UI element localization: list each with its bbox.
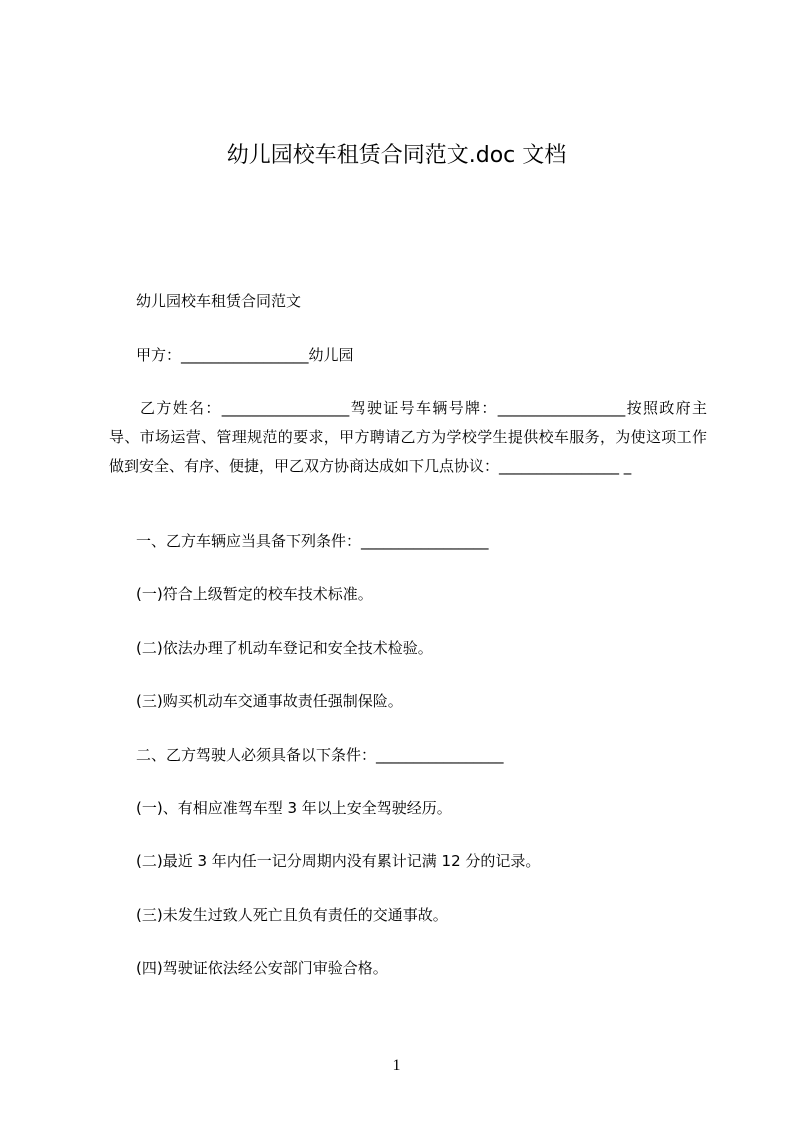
section-2-item-3: (三)未发生过致人死亡且负有责任的交通事故。 <box>136 906 448 924</box>
section-2-item-4: (四)驾驶证依法经公安部门审验合格。 <box>136 959 388 977</box>
page-number: 1 <box>392 1057 401 1074</box>
document-title: 幼儿园校车租赁合同范文.doc 文档 <box>226 143 567 168</box>
section-1-item-1: (一)符合上级暂定的校车技术标准。 <box>136 585 373 603</box>
party-a-line: 甲方：_________________幼儿园 <box>136 346 354 364</box>
party-b-intro-paragraph: 乙方姓名：_________________驾驶证号车辆号牌：_________________按照政府主导、市场运营、管理规范的要求，甲方聘请乙方为学校学生提供校车服务，为使这项工作做到安全、有序、便捷，甲乙双方协商达成如下几点协议：________________ _ <box>109 399 707 475</box>
document-subtitle: 幼儿园校车租赁合同范文 <box>136 292 302 310</box>
section-1-item-3: (三)购买机动车交通事故责任强制保险。 <box>136 692 403 710</box>
section-2-item-1: (一)、有相应准驾车型 3 年以上安全驾驶经历。 <box>136 799 452 817</box>
section-2-heading: 二、乙方驾驶人必须具备以下条件：_________________ <box>136 746 504 764</box>
section-2-item-2: (二)最近 3 年内任一记分周期内没有累计记满 12 分的记录。 <box>136 852 541 870</box>
section-1-item-2: (二)依法办理了机动车登记和安全技术检验。 <box>136 639 433 657</box>
section-1-heading: 一、乙方车辆应当具备下列条件：_________________ <box>136 532 489 550</box>
